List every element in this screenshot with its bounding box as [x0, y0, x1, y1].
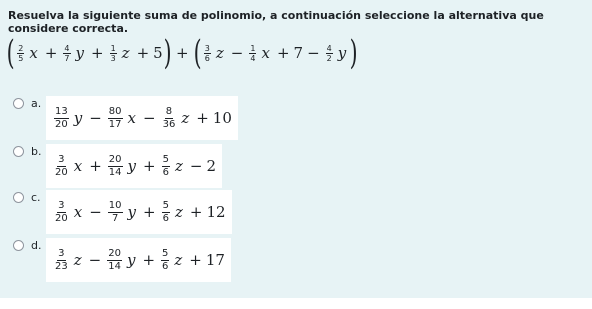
variable: x — [29, 44, 38, 62]
option-answer[interactable] — [46, 144, 222, 188]
operator: + — [175, 44, 189, 62]
fraction: $\frac{4}{7}$ — [64, 43, 70, 63]
fraction: $\frac{20}{14}$ — [108, 247, 121, 272]
variable: z — [181, 109, 190, 127]
variable: x — [127, 109, 136, 127]
constant: 12 — [206, 203, 226, 221]
variable: y — [337, 44, 347, 62]
constant: 5 — [153, 44, 163, 62]
operator: − — [88, 251, 102, 269]
operator: + — [142, 251, 156, 269]
operator: − — [89, 203, 102, 221]
operator: + — [44, 44, 58, 62]
variable: z — [174, 203, 183, 221]
variable: z — [174, 157, 183, 175]
fraction: $\frac{5}{6}$ — [162, 247, 169, 272]
fraction: $\frac{20}{14}$ — [108, 153, 122, 178]
fraction: $\frac{5}{6}$ — [162, 153, 169, 178]
fraction: $\frac{10}{7}$ — [108, 199, 122, 224]
open-paren: ( — [6, 33, 15, 73]
variable: z — [73, 251, 82, 269]
option-answer[interactable] — [46, 96, 238, 140]
radio-button[interactable] — [13, 146, 24, 157]
close-paren: ) — [163, 33, 172, 73]
constant: 10 — [212, 109, 232, 127]
variable: y — [75, 44, 84, 62]
option-answer[interactable] — [46, 238, 231, 282]
fraction: $\frac{3}{20}$ — [55, 153, 68, 178]
radio-button[interactable] — [13, 192, 24, 203]
option-a[interactable] — [13, 96, 238, 140]
fraction: $\frac{13}{20}$ — [55, 105, 68, 130]
operator: + — [143, 203, 156, 221]
operator: + — [189, 203, 203, 221]
option-letter: d. — [31, 239, 42, 252]
variable: x — [261, 44, 270, 62]
operator: + — [89, 157, 102, 175]
operator: + — [143, 157, 156, 175]
operator: + — [189, 251, 202, 269]
variable: z — [121, 44, 130, 62]
question-text: Resuelva la siguiente suma de polinomio, a continuación seleccione la alternativa que considere correcta. — [8, 9, 544, 35]
open-paren: ( — [193, 33, 202, 73]
option-letter: c. — [31, 191, 41, 204]
fraction: $\frac{5}{6}$ — [162, 199, 169, 224]
variable: y — [127, 157, 136, 175]
option-c[interactable] — [13, 190, 232, 234]
operator: − — [307, 44, 320, 62]
fraction: $\frac{2}{5}$ — [18, 43, 24, 63]
operator: + — [90, 44, 104, 62]
close-paren: ) — [349, 33, 358, 73]
polynomial-expression — [6, 34, 358, 72]
fraction: $\frac{3}{6}$ — [204, 43, 210, 63]
operator: − — [230, 44, 244, 62]
fraction: $\frac{1}{4}$ — [250, 43, 256, 63]
fraction: $\frac{8}{36}$ — [162, 105, 176, 130]
constant: 17 — [205, 251, 225, 269]
option-letter: a. — [31, 97, 42, 110]
variable: y — [127, 203, 136, 221]
constant: 7 — [293, 44, 304, 62]
option-b[interactable] — [13, 144, 222, 188]
operator: + — [276, 44, 290, 62]
variable: x — [73, 203, 83, 221]
variable: x — [73, 157, 83, 175]
fraction: $\frac{1}{3}$ — [110, 43, 116, 63]
operator: + — [196, 109, 209, 127]
constant: 2 — [206, 157, 216, 175]
option-d[interactable] — [13, 238, 231, 282]
operator: − — [189, 157, 203, 175]
radio-button[interactable] — [13, 240, 24, 251]
radio-button[interactable] — [13, 98, 24, 109]
variable: z — [215, 44, 224, 62]
variable: z — [174, 251, 183, 269]
option-letter: b. — [31, 145, 42, 158]
fraction: $\frac{80}{17}$ — [108, 105, 122, 130]
fraction: $\frac{3}{23}$ — [55, 247, 68, 272]
operator: + — [136, 44, 150, 62]
fraction: $\frac{3}{20}$ — [55, 199, 68, 224]
operator: − — [143, 109, 156, 127]
variable: y — [126, 251, 136, 269]
option-answer[interactable] — [46, 190, 232, 234]
variable: y — [73, 109, 83, 127]
operator: − — [89, 109, 102, 127]
fraction: $\frac{4}{2}$ — [326, 43, 332, 63]
